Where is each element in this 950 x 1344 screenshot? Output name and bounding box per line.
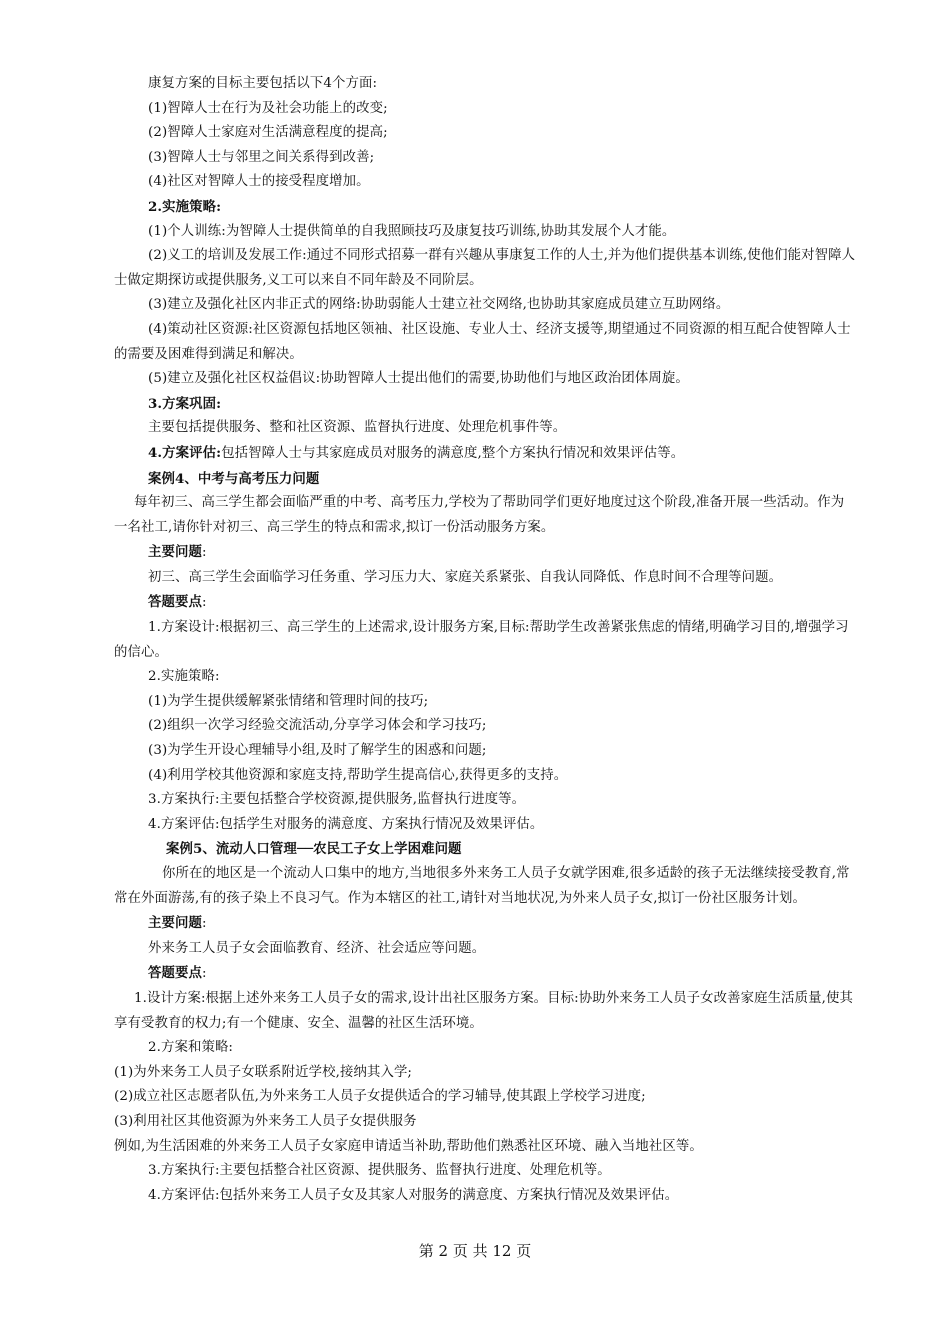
paragraph [114, 616, 856, 665]
paragraph [114, 170, 856, 195]
paragraph-text: (4)利用学校其他资源和家庭支持,帮助学生提高信心,获得更多的支持。 [148, 767, 568, 783]
paragraph-text: 初三、高三学生会面临学习任务重、学习压力大、家庭关系紧张、自我认同降低、作息时间不合理等问题。 [148, 569, 783, 585]
paragraph-text: 包括智障人士与其家庭成员对服务的满意度,整个方案执行情况和效果评估等。 [221, 445, 685, 461]
paragraph [114, 961, 856, 987]
paragraph [114, 1184, 856, 1209]
paragraph [114, 911, 856, 937]
paragraph [114, 813, 856, 838]
paragraph [114, 244, 856, 293]
paragraph-text: 3.方案执行:主要包括整合社区资源、提供服务、监督执行进度、处理危机等。 [148, 1163, 611, 1179]
paragraph-text: (2)义工的培训及发展工作:通过不同形式招募一群有兴趣从事康复工作的人士,并为他们提供基本训练,使他们能对智障人士做定期探访或提供服务,义工可以来自不同年龄及不同阶层。 [114, 248, 856, 288]
paragraph-text: 你所在的地区是一个流动人口集中的地方,当地很多外来务工人员子女就学困难,很多适龄的孩子无法继续接受教育,常常在外面游荡,有的孩子染上不良习气。作为本辖区的社工,请针对当地状况,为外来人员子女,拟订一份社区服务计划。 [114, 866, 850, 906]
paragraph [114, 566, 856, 591]
paragraph [114, 491, 856, 540]
paragraph-text: 主要包括提供服务、整和社区资源、监督执行进度、处理危机事件等。 [148, 420, 567, 436]
paragraph-text: 例如,为生活困难的外来务工人员子女家庭申请适当补助,帮助他们熟悉社区环境、融入当地社区等。 [114, 1138, 703, 1154]
paragraph-text: 外来务工人员子女会面临教育、经济、社会适应等问题。 [148, 940, 486, 956]
paragraph [114, 837, 856, 862]
paragraph-text: (3)建立及强化社区内非正式的网络:协助弱能人士建立社交网络,也协助其家庭成员建立互助网络。 [148, 297, 730, 313]
paragraph [114, 441, 856, 467]
paragraph-text: (1)智障人士在行为及社会功能上的改变; [148, 100, 388, 116]
page-footer: 第 2 页 共 12 页 [418, 1242, 532, 1260]
paragraph [114, 318, 856, 367]
paragraph-text: (2)成立社区志愿者队伍,为外来务工人员子女提供适合的学习辅导,使其跟上学校学习进度; [114, 1089, 646, 1105]
paragraph [114, 665, 856, 690]
paragraph-lead: 主要问题 [148, 544, 202, 561]
paragraph-text: (1)个人训练:为智障人士提供简单的自我照顾技巧及康复技巧训练,协助其发展个人才能。 [148, 223, 676, 239]
paragraph-lead: 答题要点 [148, 965, 202, 982]
paragraph-text: : [201, 966, 207, 982]
paragraph-text: (4)社区对智障人士的接受程度增加。 [148, 174, 370, 190]
paragraph [114, 121, 856, 146]
paragraph-text: 案例4、中考与高考压力问题 [148, 470, 320, 487]
paragraph [114, 1110, 856, 1135]
paragraph [114, 1135, 856, 1160]
paragraph [114, 714, 856, 739]
paragraph [114, 1061, 856, 1086]
paragraph [114, 862, 856, 911]
paragraph [114, 467, 856, 492]
paragraph-text: : [201, 595, 207, 611]
paragraph [114, 293, 856, 318]
paragraph [114, 937, 856, 962]
paragraph-text: 4.方案评估:包括外来务工人员子女及其家人对服务的满意度、方案执行情况及效果评估。 [148, 1187, 679, 1203]
paragraph-text: (5)建立及强化社区权益倡议:协助智障人士提出他们的需要,协助他们与地区政治团体周旋。 [148, 371, 689, 387]
paragraph-text: 1.方案设计:根据初三、高三学生的上述需求,设计服务方案,目标:帮助学生改善紧张焦虑的情绪,明确学习目的,增强学习的信心。 [114, 620, 849, 660]
paragraph-lead: 答题要点 [148, 594, 202, 611]
paragraph [114, 1036, 856, 1061]
paragraph-text: 1.设计方案:根据上述外来务工人员子女的需求,设计出社区服务方案。目标:协助外来务工人员子女改善家庭生活质量,使其享有受教育的权力;有一个健康、安全、温馨的社区生活环境。 [114, 990, 853, 1031]
paragraph [114, 590, 856, 616]
paragraph [114, 416, 856, 441]
paragraph-text: (2)智障人士家庭对生活满意程度的提高; [148, 125, 388, 141]
paragraph-text: 每年初三、高三学生都会面临严重的中考、高考压力,学校为了帮助同学们更好地度过这个阶段,准备开展一些活动。作为一名社工,请你针对初三、高三学生的特点和需求,拟订一份活动服务方案。 [114, 495, 845, 535]
paragraph-text: : [201, 916, 207, 932]
paragraph [114, 195, 856, 220]
paragraph [114, 392, 856, 417]
paragraph [114, 146, 856, 171]
paragraph [114, 987, 856, 1036]
paragraph [114, 540, 856, 566]
paragraph [114, 1159, 856, 1184]
paragraph [114, 739, 856, 764]
paragraph-text: (1)为外来务工人员子女联系附近学校,接纳其入学; [114, 1064, 413, 1080]
paragraph-text: (3)智障人士与邻里之间关系得到改善; [148, 149, 375, 165]
paragraph-text: 2.方案和策略: [148, 1040, 234, 1056]
document-body [114, 72, 856, 1208]
paragraph [114, 690, 856, 715]
paragraph-text: (2)组织一次学习经验交流活动,分享学习体会和学习技巧; [148, 718, 487, 734]
paragraph-text: (3)利用社区其他资源为外来务工人员子女提供服务 [114, 1113, 417, 1129]
paragraph-text: 康复方案的目标主要包括以下4个方面: [148, 76, 378, 91]
paragraph-text: 2.实施策略: [148, 198, 222, 215]
paragraph-text: 3.方案执行:主要包括整合学校资源,提供服务,监督执行进度等。 [148, 792, 526, 808]
paragraph-text: (3)为学生开设心理辅导小组,及时了解学生的困惑和问题; [148, 743, 487, 759]
paragraph [114, 72, 856, 97]
paragraph [114, 764, 856, 789]
paragraph-lead: 4.方案评估: [148, 444, 222, 461]
paragraph-text: 案例5、流动人口管理──农民工子女上学困难问题 [166, 841, 462, 858]
paragraph-text: 4.方案评估:包括学生对服务的满意度、方案执行情况及效果评估。 [148, 816, 544, 832]
paragraph [114, 367, 856, 392]
paragraph-lead: 主要问题 [148, 915, 202, 932]
paragraph-text: (4)策动社区资源:社区资源包括地区领袖、社区设施、专业人士、经济支援等,期望通过不同资源的相互配合使智障人士的需要及困难得到满足和解决。 [114, 321, 851, 362]
paragraph-text: (1)为学生提供缓解紧张情绪和管理时间的技巧; [148, 693, 429, 709]
paragraph [114, 97, 856, 122]
paragraph-text: 2.实施策略: [148, 669, 220, 685]
paragraph [114, 788, 856, 813]
paragraph [114, 220, 856, 245]
paragraph-text: 3.方案巩固: [148, 395, 222, 412]
paragraph-text: : [201, 545, 207, 561]
paragraph [114, 1085, 856, 1110]
